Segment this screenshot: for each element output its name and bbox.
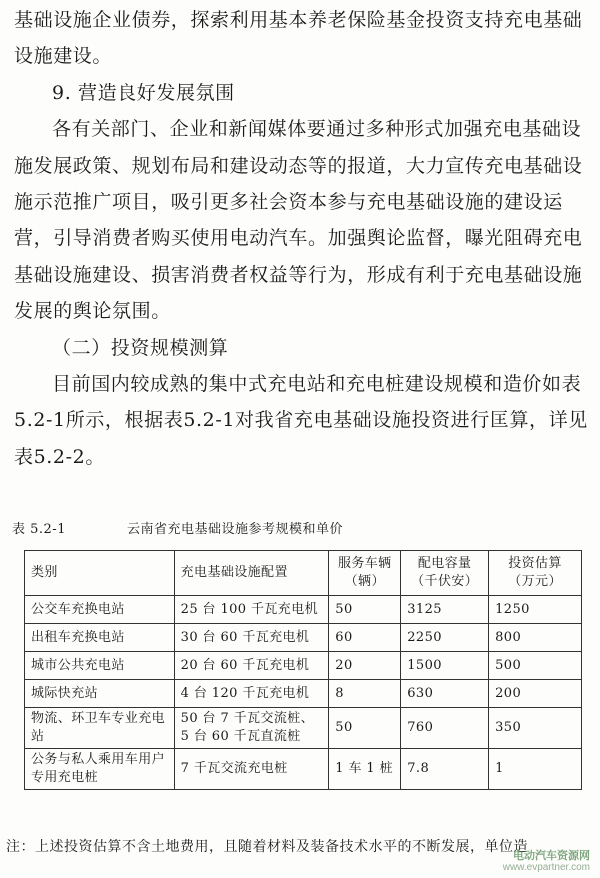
header-category: 类别 (25, 551, 175, 596)
cell-capacity: 3125 (401, 596, 489, 624)
cell-vehicles: 8 (329, 680, 401, 708)
cell-capacity: 760 (401, 708, 489, 749)
cell-vehicles: 50 (329, 708, 401, 749)
header-config: 充电基础设施配置 (174, 551, 329, 596)
watermark-url: www.evpartner.com (502, 862, 590, 873)
header-capacity: 配电容量（千伏安） (401, 551, 489, 596)
table-row (25, 680, 582, 708)
body-text (14, 2, 590, 475)
section-heading-9: 9. 营造良好发展氛围 (52, 81, 235, 104)
cell-category: 物流、环卫车专业充电站 (25, 708, 175, 749)
paragraph-continued: 基础设施企业债券，探索利用基本养老保险基金投资支持充电基础设施建设。 (14, 9, 583, 68)
paragraph-investment: 目前国内较成熟的集中式充电站和充电桩建设规模和造价如表5.2-1所示，根据表5.2-1对我省充电基础设施投资进行匡算，详见表5.2-2。 (14, 373, 588, 468)
cell-capacity: 7.8 (401, 749, 489, 790)
table-number: 表 5.2-1 (12, 522, 66, 537)
cell-investment: 200 (489, 680, 582, 708)
table-caption (12, 520, 582, 540)
cell-vehicles: 60 (329, 624, 401, 652)
cell-category: 出租车充换电站 (25, 624, 175, 652)
cell-investment: 800 (489, 624, 582, 652)
cell-category: 公务与私人乘用车用户专用充电桩 (25, 749, 175, 790)
header-vehicles: 服务车辆（辆） (329, 551, 401, 596)
cell-vehicles: 1 车 1 桩 (329, 749, 401, 790)
table-title: 云南省充电基础设施参考规模和单价 (127, 522, 344, 537)
table-row (25, 749, 582, 790)
cell-config: 4 台 120 千瓦充电机 (174, 680, 329, 708)
table-row (25, 708, 582, 749)
site-watermark (503, 850, 590, 874)
cell-investment: 500 (489, 652, 582, 680)
cell-vehicles: 20 (329, 652, 401, 680)
cell-config: 20 台 60 千瓦充电机 (174, 652, 329, 680)
table-row (25, 652, 582, 680)
watermark-brand: 电动汽车资源网 (513, 850, 590, 862)
cell-category: 城际快充站 (25, 680, 175, 708)
cell-category: 公交车充换电站 (25, 596, 175, 624)
cell-config: 50 台 7 千瓦交流桩、5 台 60 千瓦直流桩 (174, 708, 329, 749)
cell-config: 25 台 100 千瓦充电机 (174, 596, 329, 624)
table-row (25, 596, 582, 624)
cell-capacity: 2250 (401, 624, 489, 652)
table-note: 注：上述投资估算不含土地费用，且随着材料及装备技术水平的不断发展，单位造 (6, 839, 528, 855)
cell-config: 30 台 60 千瓦充电机 (174, 624, 329, 652)
paragraph-atmosphere: 各有关部门、企业和新闻媒体要通过多种形式加强充电基础设施发展政策、规划布局和建设动态等的报道，大力宣传充电基础设施示范推广项目，吸引更多社会资本参与充电基础设施的建设运营，引导消费者购买使用电动汽车。加强舆论监督，曝光阻碍充电基础设施建设、损害消费者权益等行为，形成有利于充电基础设施发展的舆论氛围。 (14, 118, 583, 323)
table-header-row (25, 551, 582, 596)
section-heading-investment: （二）投资规模测算 (52, 336, 229, 359)
header-investment: 投资估算（万元） (489, 551, 582, 596)
cell-category: 城市公共充电站 (25, 652, 175, 680)
reference-scale-table (24, 550, 582, 790)
cell-capacity: 630 (401, 680, 489, 708)
cell-investment: 1 (489, 749, 582, 790)
cell-config: 7 千瓦交流充电桩 (174, 749, 329, 790)
cell-investment: 1250 (489, 596, 582, 624)
table-row (25, 624, 582, 652)
cell-investment: 350 (489, 708, 582, 749)
cell-vehicles: 50 (329, 596, 401, 624)
cell-capacity: 1500 (401, 652, 489, 680)
